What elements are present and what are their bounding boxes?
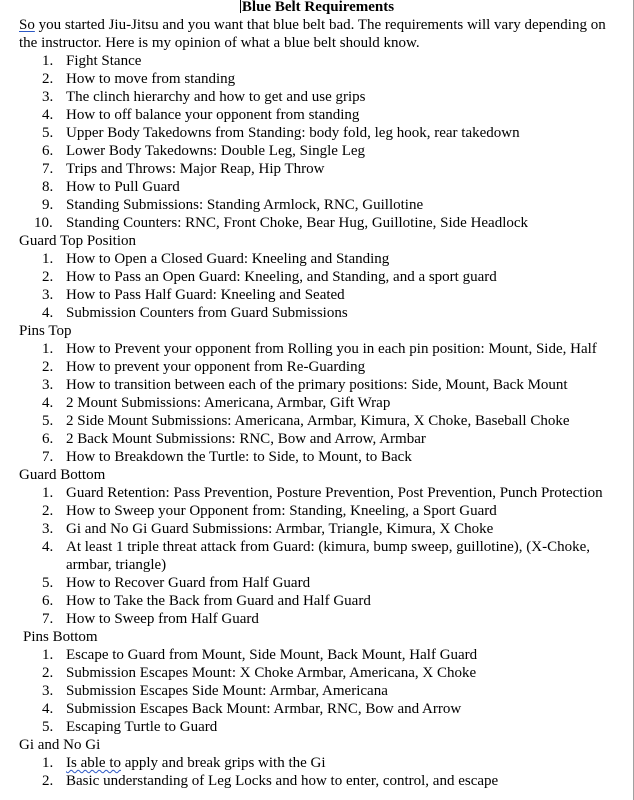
list-item-number: 2. [42, 269, 54, 285]
list-item-text: Gi and No Gi Guard Submissions: Armbar, Triangle, Kimura, X Choke [66, 521, 494, 537]
list-item-number: 10. [34, 215, 53, 231]
list-item [0, 502, 631, 520]
list-item [0, 772, 631, 790]
list-item-text: How to Breakdown the Turtle: to Side, to Mount, to Back [66, 449, 412, 465]
list-item-text: Lower Body Takedowns: Double Leg, Single Leg [66, 143, 366, 159]
intro-lead-word: So [19, 17, 35, 33]
list-item [0, 88, 631, 106]
list-item-text: How to Pass Half Guard: Kneeling and Seated [66, 287, 345, 303]
list-item-text: How to Pass an Open Guard: Kneeling, and Standing, and a sport guard [66, 269, 497, 285]
list-item-text: Escape to Guard from Mount, Side Mount, Back Mount, Half Guard [66, 647, 478, 663]
numbered-list [0, 340, 634, 466]
list-item [0, 538, 631, 574]
list-item-text: Submission Counters from Guard Submissions [66, 305, 348, 321]
list-item [0, 358, 631, 376]
requirements-body [0, 52, 634, 790]
list-item-number: 2. [42, 665, 54, 681]
list-item-text: How to move from standing [66, 71, 236, 87]
list-item [0, 610, 631, 628]
section-heading: Guard Bottom [19, 467, 106, 483]
title-text: Blue Belt Requirements [241, 0, 395, 15]
list-item [0, 340, 631, 358]
list-item-number: 4. [42, 107, 54, 123]
list-item-number: 3. [42, 521, 54, 537]
list-item [0, 124, 631, 142]
list-item [0, 430, 631, 448]
intro-text: you started Jiu-Jitsu and you want that blue belt bad. The requirements will vary depending on the instructor. Here is my opinion of what a blue belt should know. [19, 17, 606, 51]
list-item-number: 1. [42, 647, 54, 663]
list-item-text: 2 Side Mount Submissions: Americana, Armbar, Kimura, X Choke, Baseball Choke [66, 413, 570, 429]
list-item-number: 7. [42, 161, 54, 177]
numbered-list [0, 250, 634, 322]
numbered-list [0, 484, 634, 628]
list-item-number: 4. [42, 395, 54, 411]
list-item [0, 484, 631, 502]
list-item-text: Guard Retention: Pass Prevention, Posture Prevention, Post Prevention, Punch Protection [66, 485, 603, 501]
list-item [0, 178, 631, 196]
list-item-text: Is able to apply and break grips with the Gi [66, 755, 326, 771]
list-item [0, 142, 631, 160]
list-item-number: 4. [42, 305, 54, 321]
list-item [0, 592, 631, 610]
list-item-text: How to Sweep from Half Guard [66, 611, 259, 627]
list-item-number: 7. [42, 611, 54, 627]
list-item-number: 5. [42, 719, 54, 735]
intro-paragraph [19, 16, 619, 52]
section-heading: Pins Top [19, 323, 72, 339]
document-title [0, 0, 634, 16]
list-item-text: How to off balance your opponent from standing [66, 107, 360, 123]
list-item-text: Fight Stance [66, 53, 142, 69]
list-item [0, 160, 631, 178]
section-heading: Gi and No Gi [19, 737, 101, 753]
numbered-list [0, 52, 634, 232]
section-2 [0, 322, 634, 466]
section-0 [0, 52, 634, 232]
list-item-number: 1. [42, 341, 54, 357]
list-item-number: 4. [42, 701, 54, 717]
list-item [0, 574, 631, 592]
spellcheck-marked-text: Is able to [66, 755, 121, 771]
list-item [0, 412, 631, 430]
section-3 [0, 466, 634, 628]
list-item-text: Upper Body Takedowns from Standing: body fold, leg hook, rear takedown [66, 125, 520, 141]
list-item [0, 70, 631, 88]
list-item-text: How to Prevent your opponent from Rolling you in each pin position: Mount, Side, Half [66, 341, 597, 357]
list-item-text: Submission Escapes Side Mount: Armbar, Americana [66, 683, 388, 699]
list-item [0, 106, 631, 124]
list-item-text: Submission Escapes Back Mount: Armbar, RNC, Bow and Arrow [66, 701, 462, 717]
list-item [0, 376, 631, 394]
list-item-number: 3. [42, 287, 54, 303]
list-item-text: How to transition between each of the primary positions: Side, Mount, Back Mount [66, 377, 568, 393]
list-item-number: 5. [42, 575, 54, 591]
list-item-text: How to Sweep your Opponent from: Standing, Kneeling, a Sport Guard [66, 503, 497, 519]
list-item [0, 250, 631, 268]
numbered-list [0, 646, 634, 736]
list-item-text: 2 Mount Submissions: Americana, Armbar, Gift Wrap [66, 395, 391, 411]
section-5 [0, 736, 634, 790]
list-item-text: How to Open a Closed Guard: Kneeling and Standing [66, 251, 390, 267]
list-item [0, 268, 631, 286]
list-item-number: 2. [42, 71, 54, 87]
list-item-number: 3. [42, 377, 54, 393]
list-item-number: 6. [42, 143, 54, 159]
list-item [0, 196, 631, 214]
list-item-number: 1. [42, 251, 54, 267]
list-item-text: Trips and Throws: Major Reap, Hip Throw [66, 161, 325, 177]
list-item-number: 6. [42, 593, 54, 609]
section-4 [0, 628, 634, 736]
list-item [0, 286, 631, 304]
list-item-number: 1. [42, 485, 54, 501]
list-item-number: 3. [42, 683, 54, 699]
list-item [0, 754, 631, 772]
list-item-number: 3. [42, 89, 54, 105]
section-heading: Guard Top Position [19, 233, 137, 249]
list-item-text: Standing Submissions: Standing Armlock, RNC, Guillotine [66, 197, 424, 213]
list-item-text: The clinch hierarchy and how to get and use grips [66, 89, 366, 105]
list-item [0, 394, 631, 412]
list-item-number: 1. [42, 53, 54, 69]
list-item-text: Standing Counters: RNC, Front Choke, Bear Hug, Guillotine, Side Headlock [66, 215, 529, 231]
list-item-text: At least 1 triple threat attack from Guard: (kimura, bump sweep, guillotine), (X-Choke, armbar, triangle) [66, 539, 591, 573]
list-item [0, 52, 631, 70]
list-item [0, 682, 631, 700]
list-item [0, 304, 631, 322]
list-item [0, 718, 631, 736]
numbered-list [0, 754, 634, 790]
list-item [0, 448, 631, 466]
list-item [0, 214, 631, 232]
list-item-text: 2 Back Mount Submissions: RNC, Bow and Arrow, Armbar [66, 431, 426, 447]
list-item [0, 520, 631, 538]
list-item [0, 646, 631, 664]
list-item-number: 5. [42, 413, 54, 429]
list-item-number: 7. [42, 449, 54, 465]
list-item-text: Submission Escapes Mount: X Choke Armbar, Americana, X Choke [66, 665, 477, 681]
list-item-number: 1. [42, 755, 54, 771]
list-item-number: 6. [42, 431, 54, 447]
list-item-number: 5. [42, 125, 54, 141]
list-item-number: 2. [42, 503, 54, 519]
list-item-number: 2. [42, 773, 54, 789]
list-item-number: 9. [42, 197, 54, 213]
list-item-text: How to Take the Back from Guard and Half Guard [66, 593, 371, 609]
list-item-text: How to prevent your opponent from Re-Guarding [66, 359, 366, 375]
list-item-text: Basic understanding of Leg Locks and how to enter, control, and escape [66, 773, 499, 789]
text-cursor [240, 0, 241, 13]
list-item-number: 2. [42, 359, 54, 375]
section-1 [0, 232, 634, 322]
list-item [0, 700, 631, 718]
list-item [0, 664, 631, 682]
list-item-text: Escaping Turtle to Guard [66, 719, 218, 735]
list-item-text: How to Recover Guard from Half Guard [66, 575, 311, 591]
section-heading: Pins Bottom [23, 629, 98, 645]
list-item-number: 8. [42, 179, 54, 195]
list-item-number: 4. [42, 539, 54, 555]
list-item-text: How to Pull Guard [66, 179, 180, 195]
